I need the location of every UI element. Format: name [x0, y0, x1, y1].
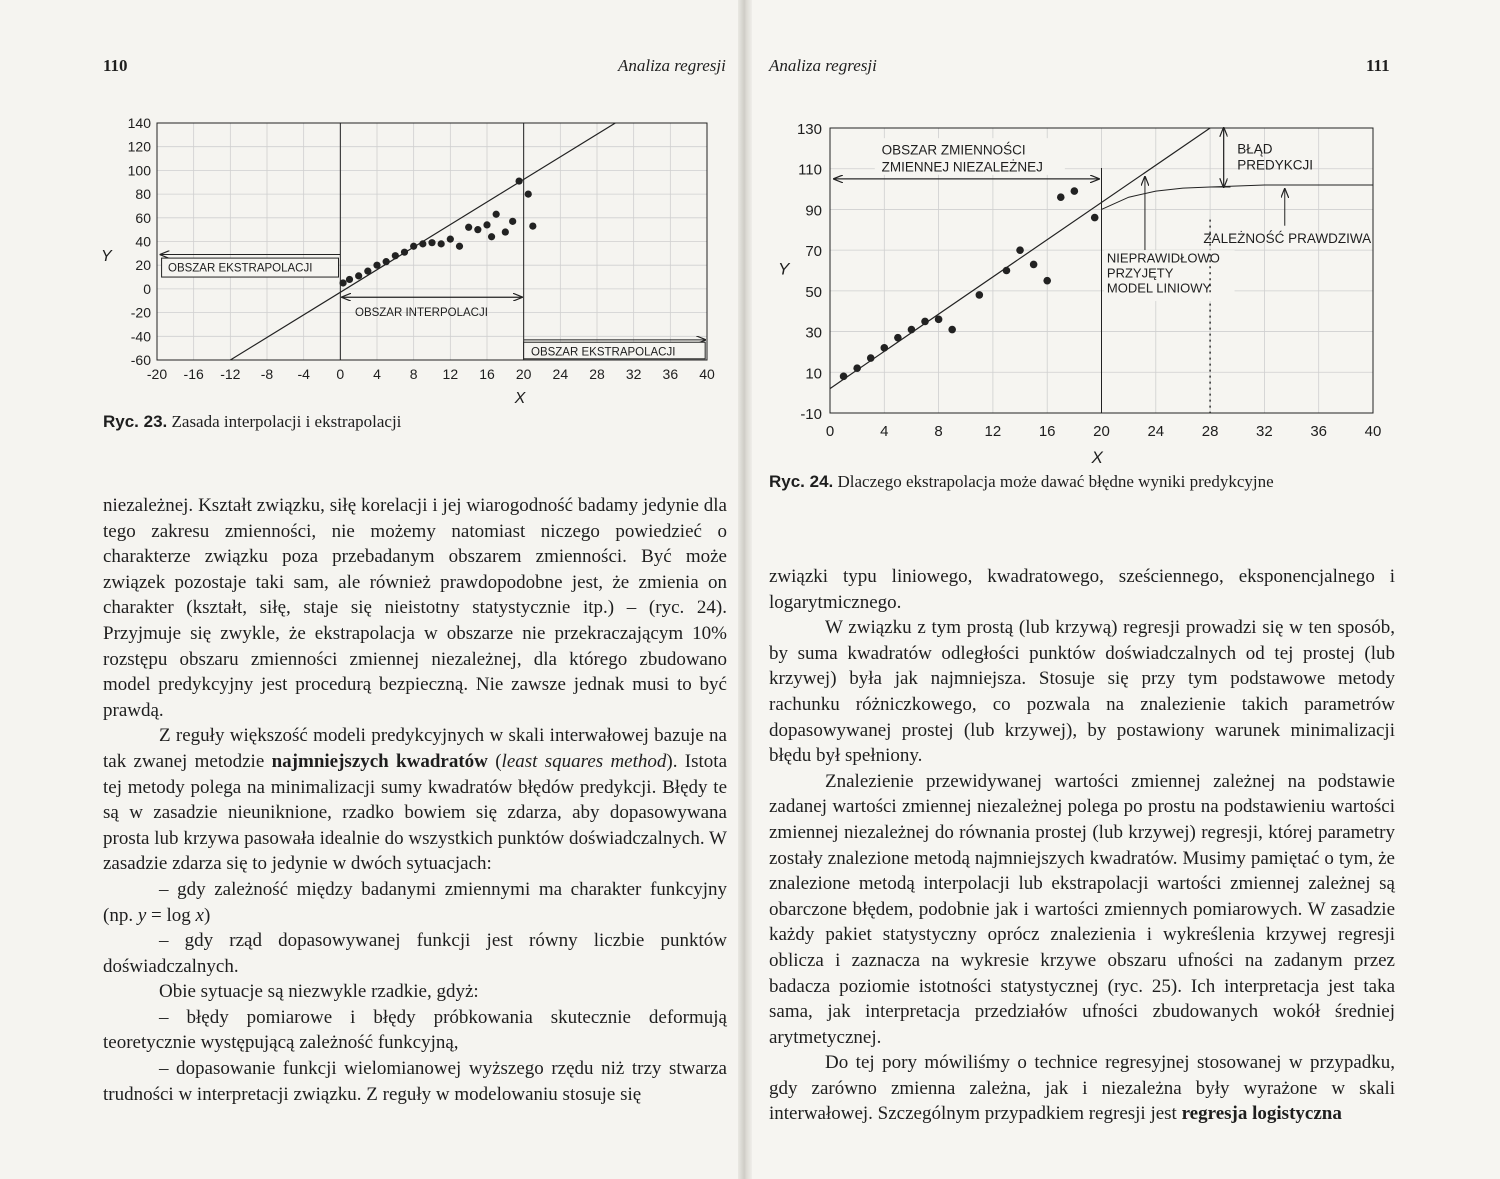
- data-point: [474, 226, 481, 233]
- data-point: [483, 221, 490, 228]
- paragraph: – gdy rząd dopasowywanej funkcji jest równy liczbie punktów doświadczalnych.: [103, 930, 727, 977]
- x-tick-label: 24: [552, 366, 569, 382]
- figure-24-svg: [770, 110, 1395, 470]
- data-point: [908, 326, 916, 334]
- data-point: [419, 240, 426, 247]
- x-tick-label: 40: [699, 366, 715, 382]
- running-title: Analiza regresji: [769, 56, 877, 75]
- data-point: [1016, 246, 1024, 254]
- data-point: [401, 249, 408, 256]
- y-tick-label: -10: [800, 406, 822, 423]
- annotation-label: OBSZAR ZMIENNOŚCI ZMIENNEJ NIEZALEŻNEJ: [881, 142, 1043, 175]
- annotation-label: OBSZAR EKSTRAPOLACJI: [531, 346, 676, 359]
- y-axis-label: Y: [101, 248, 112, 266]
- y-tick-label: 30: [805, 324, 822, 342]
- data-point: [840, 373, 848, 381]
- x-tick-label: 4: [880, 423, 889, 440]
- data-point: [1071, 187, 1079, 195]
- data-point: [1091, 214, 1099, 222]
- y-tick-label: -20: [130, 304, 151, 321]
- data-point: [1043, 277, 1051, 285]
- data-point: [529, 222, 536, 229]
- x-tick-label: -12: [220, 366, 241, 382]
- data-point: [428, 239, 435, 246]
- y-tick-label: 60: [135, 209, 151, 226]
- x-tick-label: 8: [409, 366, 418, 382]
- x-axis-label: X: [1091, 448, 1103, 467]
- data-point: [935, 316, 943, 324]
- paragraph: – dopasowanie funkcji wielomianowej wyższego rzędu niż trzy stwarza trudności w interpretacji związku. Z reguły w modelowaniu stosuje się: [103, 1058, 727, 1105]
- data-point: [410, 243, 417, 250]
- data-point: [488, 233, 495, 240]
- x-tick-label: 16: [1038, 423, 1056, 440]
- data-point: [509, 218, 516, 225]
- annotation-label: ZALEŻNOŚĆ PRAWDZIWA: [1203, 231, 1372, 247]
- x-tick-label: 32: [625, 366, 642, 382]
- figure-23-caption: [103, 412, 401, 432]
- caption-text: Dlaczego ekstrapolacja może dawać błędne wyniki predykcyjne: [833, 472, 1274, 491]
- figure-24-caption: [769, 472, 1274, 492]
- y-tick-label: 40: [135, 233, 151, 250]
- paragraph: niezależnej. Kształt związku, siłę korelacji i jej wiarogodność badamy jedynie dla tego zakresu zmienności, nie możemy natomiast niczego powiedzieć o charakterze związku poza przebadanym obszarem zmienności. Być może związek pozostaje taki sam, ale również prawdopodobne jest, że zmienia on charakter (kształt, siłę, staje się nieistotny statystycznie itp.) – (ryc. 24). Przyjmuje się zwykle, że ekstrapolacja w obszarze nie przekraczającym 10% rozstępu obszaru zmienności zmiennej niezależnej, dla którego zbudowano model predykcyjny jest procedurą bezpieczną. Nie zawsze jednak musi to być prawdą.: [103, 495, 727, 721]
- x-tick-label: -16: [183, 366, 204, 382]
- y-tick-label: 70: [805, 243, 822, 261]
- data-point: [1003, 267, 1011, 275]
- y-tick-label: -60: [130, 352, 151, 368]
- caption-label: Ryc. 23.: [103, 412, 168, 431]
- data-point: [456, 243, 463, 250]
- y-tick-label: 0: [143, 280, 151, 297]
- x-tick-label: 4: [373, 366, 381, 382]
- data-point: [373, 262, 380, 269]
- page-number: 110: [103, 56, 128, 75]
- left-body-text: [103, 493, 727, 1107]
- y-tick-label: 120: [127, 138, 151, 155]
- data-point: [465, 224, 472, 231]
- data-point: [438, 240, 445, 247]
- data-point: [881, 344, 889, 352]
- data-point: [515, 177, 522, 184]
- data-point: [493, 211, 500, 218]
- data-point: [355, 272, 362, 279]
- y-tick-label: 140: [127, 115, 151, 131]
- data-point: [867, 354, 875, 362]
- data-point: [339, 279, 346, 286]
- x-tick-label: 28: [1201, 423, 1219, 440]
- paragraph: W związku z tym prostą (lub krzywą) regresji prowadzi się w ten sposób, by suma kwadratów odległości punktów doświadczalnych od tej prostej (lub krzywej) była jak najmniejsza. Stosuje się przy tym podstawowe metody rachunku różniczkowego, co pozwala na znalezienie takich parametrów dopasowywanej prostej (lub krzywej), by postawiony warunek minimalizacji błędu był spełniony.: [769, 617, 1395, 767]
- data-point: [1057, 193, 1065, 201]
- y-axis-label: Y: [778, 259, 790, 279]
- paragraph: Do tej pory mówiliśmy o technice regresyjnej stosowanej w przypadku, gdy zarówno zmienna zależna, jak i niezależna były wyrażone w skali interwałowej. Szczególnym przypadkiem regresji jest regresja logistyczna: [769, 1052, 1395, 1125]
- x-tick-label: 28: [589, 366, 605, 382]
- x-tick-label: 36: [1310, 423, 1328, 440]
- x-tick-label: -8: [260, 366, 274, 382]
- right-body-text: [769, 564, 1395, 1127]
- y-tick-label: 10: [805, 365, 822, 383]
- data-point: [894, 334, 902, 342]
- x-tick-label: 36: [662, 366, 679, 382]
- y-tick-label: 80: [135, 186, 151, 203]
- data-point: [447, 236, 454, 243]
- paragraph: – błędy pomiarowe i błędy próbkowania skutecznie deformują teoretycznie występującą zależność funkcyjną,: [103, 1006, 727, 1054]
- x-tick-label: 12: [984, 423, 1002, 440]
- caption-label: Ryc. 24.: [769, 472, 834, 491]
- page-number: 111: [1366, 56, 1390, 75]
- annotation-label: OBSZAR EKSTRAPOLACJI: [168, 262, 313, 275]
- x-tick-label: 0: [825, 423, 835, 440]
- paragraph: związki typu liniowego, kwadratowego, sześciennego, eksponencjalnego i logarytmicznego.: [769, 566, 1395, 613]
- x-tick-label: 40: [1364, 423, 1382, 440]
- y-tick-label: 130: [796, 121, 822, 138]
- running-title: Analiza regresji: [618, 56, 726, 75]
- x-tick-label: 8: [934, 423, 943, 440]
- paragraph: Znalezienie przewidywanej wartości zmiennej zależnej na podstawie zadanej wartości zmiennej niezależnej polega po prostu na podstawieniu wartości zmiennej niezależnej do równania prostej (lub krzywej) regresji, której parametry zostały znalezione metodą najmniejszych kwadratów. Musimy pamiętać o tym, że znalezione metodą interpolacji lub ekstrapolacji wartości zmiennej zależnej są obarczone błędem, podobnie jak i wartości zmiennych pomiarowych. W zasadzie każdy pakiet statystyczny oprócz znalezienia i wykreślenia krzywej regresji oblicza i zaznacza na wykresie krzywe obszaru ufności na zadanym przez badacza poziomie istotności statystycznej (ryc. 25). Ich interpretacja jest taka sama, jak interpretacja przedziałów ufności zbudowanych wokół średniej arytmetycznej.: [769, 770, 1395, 1048]
- book-gutter: [738, 0, 752, 1179]
- data-point: [921, 318, 929, 326]
- figure-23-chart: [95, 110, 725, 415]
- x-tick-label: 20: [1093, 423, 1110, 440]
- data-point: [853, 364, 861, 372]
- y-tick-label: 100: [127, 162, 151, 179]
- x-tick-label: -20: [146, 366, 168, 382]
- data-point: [502, 228, 509, 235]
- annotation-label: BŁĄD PREDYKCJI: [1237, 141, 1314, 173]
- x-tick-label: 32: [1256, 423, 1273, 440]
- figure-24-chart: [770, 110, 1395, 470]
- data-point: [383, 258, 390, 265]
- annotation-label: NIEPRAWIDŁOWO PRZYJĘTY MODEL LINIOWY: [1106, 250, 1220, 296]
- paragraph: Obie sytuacje są niezwykle rzadkie, gdyż:: [159, 981, 479, 1003]
- annotation-label: OBSZAR INTERPOLACJI: [355, 307, 488, 320]
- true-curve: [1102, 185, 1374, 209]
- y-tick-label: 20: [135, 257, 151, 274]
- x-tick-label: 12: [442, 366, 459, 382]
- data-point: [364, 268, 371, 275]
- x-tick-label: 20: [515, 366, 532, 382]
- data-point: [525, 191, 532, 198]
- x-axis-label: X: [514, 390, 526, 407]
- data-point: [346, 276, 353, 283]
- y-tick-label: -40: [130, 328, 151, 345]
- data-point: [976, 291, 984, 299]
- x-tick-label: 0: [336, 366, 345, 382]
- paragraph: – gdy zależność między badanymi zmiennymi ma charakter funkcyjny (np. y = log x): [103, 878, 727, 926]
- x-tick-label: 16: [479, 366, 495, 382]
- caption-text: Zasada interpolacji i ekstrapolacji: [167, 412, 402, 431]
- figure-23-svg: [95, 110, 725, 415]
- x-tick-label: 24: [1147, 423, 1165, 440]
- data-point: [1030, 261, 1038, 269]
- data-point: [948, 326, 956, 334]
- y-tick-label: 110: [798, 161, 822, 179]
- y-tick-label: 90: [805, 202, 822, 220]
- y-tick-label: 50: [805, 283, 822, 301]
- data-point: [392, 252, 399, 259]
- paragraph: Z reguły większość modeli predykcyjnych w skali interwałowej bazuje na tak zwanej metodzie najmniejszych kwadratów (least squares method). Istota tej metody polega na minimalizacji sumy kwadratów błędów predykcji. Błędy te są w zasadzie nieuniknione, rzadko bowiem się zdarza, aby dopasowywana prosta lub krzywa pasowała idealnie do wszystkich punktów doświadczalnych. W zasadzie zdarza się to jedynie w dwóch sytuacjach:: [103, 725, 728, 875]
- x-tick-label: -4: [297, 366, 310, 382]
